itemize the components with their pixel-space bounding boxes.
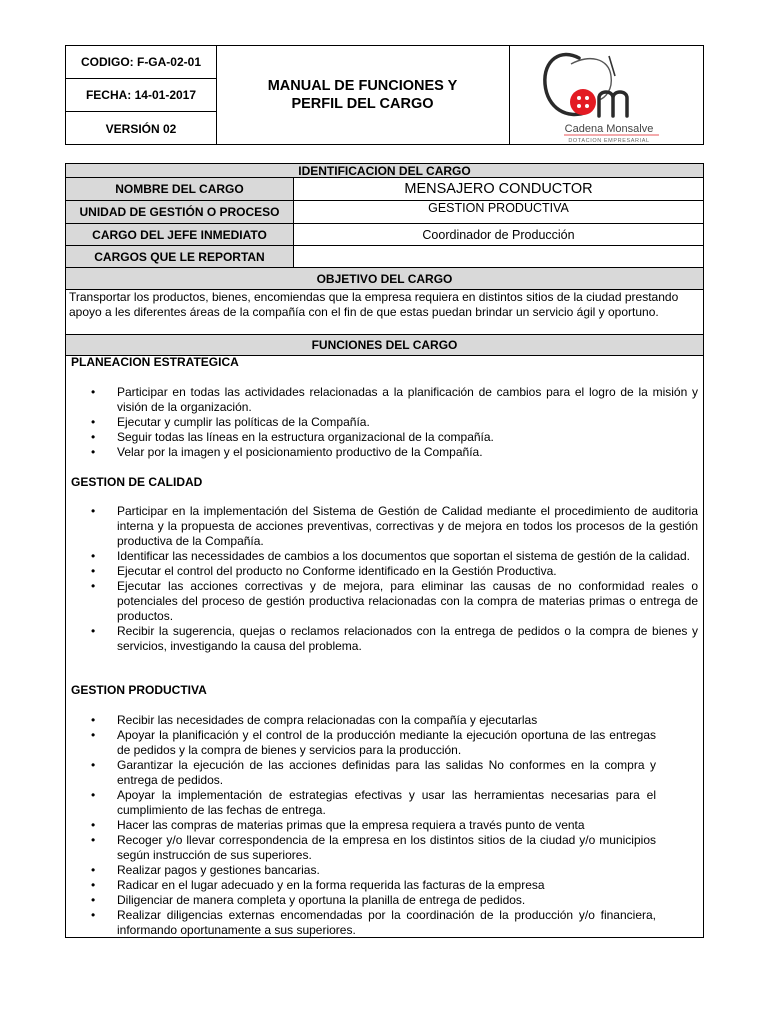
table-row [66,224,703,246]
functions-heading-row [66,335,703,356]
reports-value [294,246,703,267]
job-profile-table [65,163,704,938]
section-title: GESTION DE CALIDAD [71,475,203,489]
objective-heading: OBJETIVO DEL CARGO [316,271,453,286]
document-meta [66,46,217,144]
list-item: • Seguir todas las líneas en la estructura organizacional de la compañía. [66,430,698,445]
calidad-list [66,504,698,654]
list-item: • Participar en todas las actividades relacionadas a la planificación de cambios para el logro de la misión y visión de la organización. [66,385,698,415]
title-line-2: PERFIL DEL CARGO [291,96,434,112]
list-item: • Apoyar la implementación de estrategias efectivas y usar las herramientas necesarias para el cumplimiento de las fechas de entrega. [66,788,656,818]
document-header [65,45,704,145]
field-label: NOMBRE DEL CARGO [66,178,294,200]
section-title: GESTION PRODUCTIVA [71,683,207,697]
logo-brand-text: Cadena Monsalve [564,123,654,135]
list-item: • Recoger y/o llevar correspondencia de la empresa en los distintos sitios de la ciudad y/o municipios según instrucción de sus superiores. [66,833,656,863]
identification-heading: IDENTIFICACION DEL CARGO [298,163,471,178]
document-title [216,46,510,144]
list-item: • Velar por la imagen y el posicionamiento productivo de la Compañía. [66,445,698,460]
list-item: • Ejecutar las acciones correctivas y de mejora, para eliminar las causas de no conformidad reales o potenciales del proceso de gestión productiva relacionadas con la compra de materias primas o entrega de productos. [66,579,698,624]
table-row [66,178,703,201]
list-item: • Identificar las necessidades de cambios a los documentos que soportan el sistema de gestión de la calidad. [66,549,698,564]
list-item: • Recibir la sugerencia, quejas o reclamos relacionados con la entrega de pedidos o la compra de bienes y servicios, investigando la causa del problema. [66,624,698,654]
list-item: • Ejecutar el control del producto no Conforme identificado en la Gestión Productiva. [66,564,698,579]
objective-text: Transportar los productos, bienes, encomiendas que la empresa requiera en distintos sitios de la ciudad prestando apoyo a les diferentes áreas de la compañía con el fin de que estas puedan brindar un servicio ágil y oportuno. [69,290,679,319]
list-item: • Participar en la implementación del Sistema de Gestión de Calidad mediante el procedimiento de auditoria interna y la propuesta de acciones preventivas, correctivas y de mejora en todos los procesos de la gestión productiva de la Compañía. [66,504,698,549]
list-item: • Apoyar la planificación y el control de la producción mediante la ejecución oportuna de las entregas de pedidos y la compra de bienes y servicios para la producción. [66,728,656,758]
list-item: • Realizar diligencias externas encomendadas por la coordinación de la producción y/o financiera, informando oportunamente a sus superiores. [66,908,656,938]
field-label: CARGOS QUE LE REPORTAN [66,246,294,267]
planeacion-list [66,385,698,460]
objective-row [66,290,703,335]
document-date: FECHA: 14-01-2017 [66,79,216,112]
list-item: • Diligenciar de manera completa y oportuna la planilla de entrega de pedidos. [66,893,656,908]
logo-graphic [509,46,703,144]
title-line-1: MANUAL DE FUNCIONES Y [267,78,458,94]
list-item: • Ejecutar y cumplir las políticas de la Compañía. [66,415,698,430]
table-row [66,201,703,224]
table-row [66,246,703,268]
button-icon [570,89,596,115]
section-title: PLANEACION ESTRATEGICA [71,355,239,369]
list-item: • Recibir las necesidades de compra relacionadas con la compañía y ejecutarlas [66,713,656,728]
process-value: GESTION PRODUCTIVA [428,201,569,215]
document-code: CODIGO: F-GA-02-01 [66,46,216,79]
objective-heading-row [66,268,703,290]
list-item: • Hacer las compras de materias primas que la empresa requiera a través punto de venta [66,818,656,833]
logo-tagline-text: DOTACION EMPRESARIAL [568,138,650,144]
functions-body [66,356,703,937]
functions-heading: FUNCIONES DEL CARGO [311,338,458,352]
list-item: • Garantizar la ejecución de las acciones definidas para las salidas No conformes en la compra y entrega de pedidos. [66,758,656,788]
field-label: CARGO DEL JEFE INMEDIATO [66,224,294,245]
list-item: • Radicar en el lugar adecuado y en la forma requerida las facturas de la empresa [66,878,656,893]
list-item: • Realizar pagos y gestiones bancarias. [66,863,656,878]
identification-heading-row [66,164,703,178]
company-logo [509,46,703,144]
document-version: VERSIÓN 02 [105,122,177,136]
supervisor-value: Coordinador de Producción [422,227,575,242]
job-name-value: MENSAJERO CONDUCTOR [404,181,593,197]
productiva-list [66,713,656,938]
field-label: UNIDAD DE GESTIÓN O PROCESO [66,201,294,223]
